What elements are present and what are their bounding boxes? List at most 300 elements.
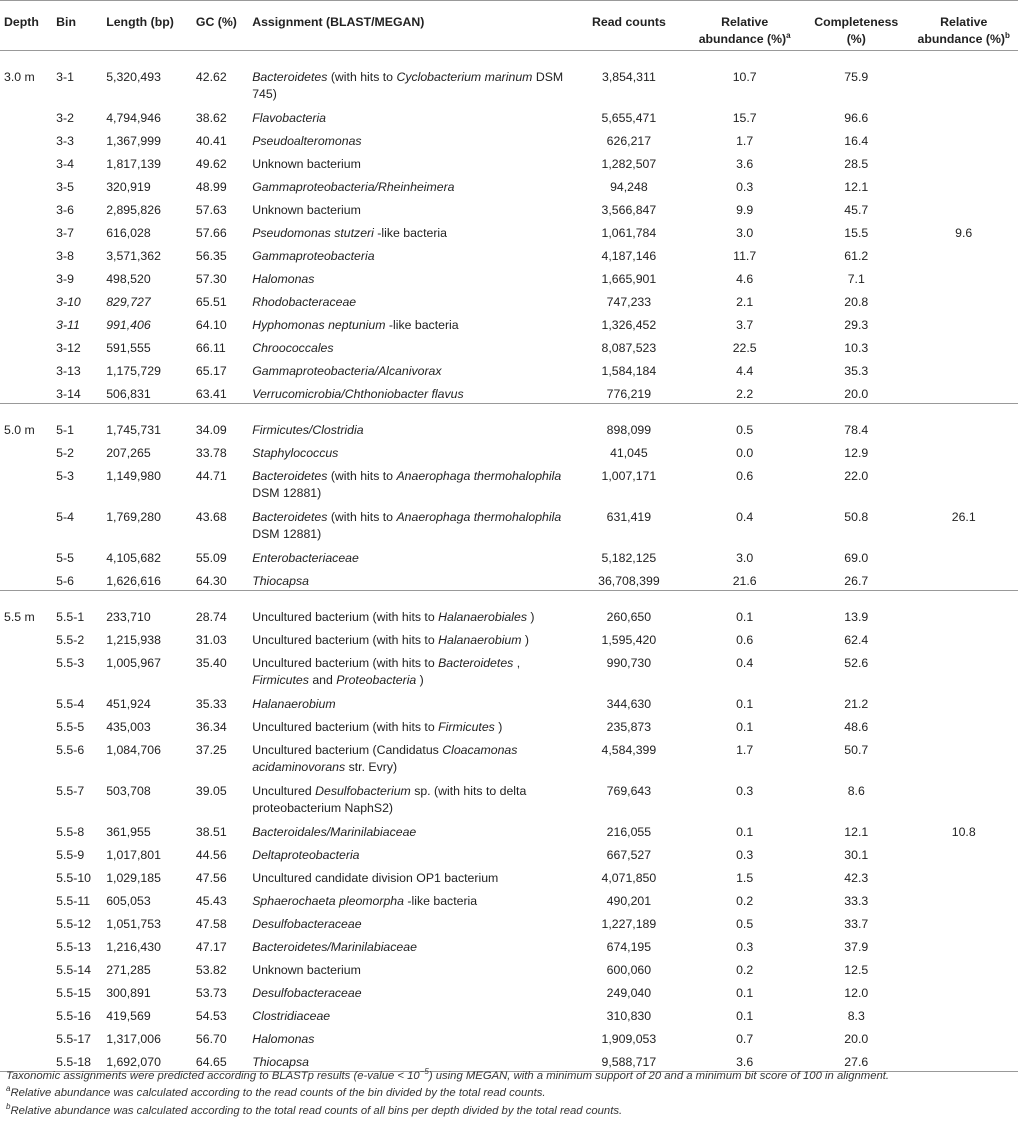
completeness-cell: 35.3 bbox=[844, 363, 869, 378]
depth-abundance-cell bbox=[909, 777, 1018, 818]
depth-cell bbox=[0, 357, 52, 380]
bin-cell: 5.5-7 bbox=[56, 783, 85, 798]
bin-cell: 3-1 bbox=[56, 70, 74, 84]
gc-cell: 44.56 bbox=[195, 847, 227, 862]
completeness-cell: 37.9 bbox=[844, 939, 869, 954]
assignment-segment: Chroococcales bbox=[252, 340, 334, 355]
depth-cell bbox=[0, 334, 52, 357]
depth-cell bbox=[0, 288, 52, 311]
assignment-segment: Thiocapsa bbox=[252, 573, 309, 588]
completeness-cell: 45.7 bbox=[844, 202, 869, 217]
assignment-segment: DSM 12881) bbox=[252, 526, 322, 541]
footnote-main-text: Taxonomic assignments were predicted according to BLASTp results (e-value < 10 bbox=[6, 1070, 420, 1082]
table-row bbox=[0, 150, 1018, 173]
footnote-marker-a: a bbox=[786, 30, 791, 40]
assignment-segment: Proteobacteria bbox=[336, 672, 417, 687]
depth-cell bbox=[0, 265, 52, 288]
length-cell: 435,003 bbox=[106, 719, 151, 734]
length-cell: 419,569 bbox=[106, 1008, 151, 1023]
gc-cell: 28.74 bbox=[192, 590, 248, 626]
read-counts-cell: 260,650 bbox=[572, 590, 687, 626]
gc-cell: 55.09 bbox=[195, 550, 227, 565]
assignment-cell bbox=[248, 265, 571, 288]
read-counts-cell: 1,282,507 bbox=[601, 156, 657, 171]
bin-cell: 3-3 bbox=[56, 133, 74, 148]
bin-cell: 5.5-5 bbox=[56, 719, 85, 734]
table-row bbox=[0, 380, 1018, 404]
depth-cell bbox=[0, 173, 52, 196]
depth-cell bbox=[0, 626, 52, 649]
read-counts-cell: 344,630 bbox=[606, 696, 652, 711]
assignment-cell bbox=[248, 736, 571, 777]
bin-cell: 5.5-15 bbox=[56, 985, 92, 1000]
assignment-segment: Desulfobacteraceae bbox=[252, 985, 362, 1000]
completeness-cell: 78.4 bbox=[803, 403, 909, 439]
assignment-segment: Cyclobacterium marinum bbox=[396, 70, 533, 84]
assignment-segment: Bacteroidetes bbox=[252, 509, 328, 524]
depth-cell bbox=[0, 196, 52, 219]
assignment-cell bbox=[248, 288, 571, 311]
assignment-segment: Verrucomicrobia/Chthoniobacter flavus bbox=[252, 386, 464, 401]
gc-cell: 38.51 bbox=[195, 824, 227, 839]
table-row bbox=[0, 818, 1018, 841]
assignment-segment: Firmicutes/Clostridia bbox=[252, 422, 364, 437]
read-counts-cell: 5,182,125 bbox=[601, 550, 657, 565]
gc-cell: 63.41 bbox=[195, 386, 227, 401]
relative-abundance-cell: 11.7 bbox=[733, 248, 757, 263]
relative-abundance-cell: 0.1 bbox=[736, 1008, 754, 1023]
bin-cell: 5.5-8 bbox=[56, 824, 85, 839]
assignment-segment: Thiocapsa bbox=[252, 1054, 309, 1069]
assignment-cell bbox=[248, 403, 571, 439]
assignment-segment: Uncultured bacterium (with hits to bbox=[252, 719, 439, 734]
depth-abundance-cell bbox=[909, 51, 1018, 104]
read-counts-cell: 1,665,901 bbox=[601, 271, 657, 286]
depth-cell bbox=[0, 910, 52, 933]
completeness-cell: 12.9 bbox=[844, 445, 869, 460]
assignment-segment: Uncultured bacterium (with hits to bbox=[252, 609, 439, 624]
header-relative-abundance bbox=[686, 1, 803, 51]
table-row bbox=[0, 649, 1018, 690]
assignment-cell bbox=[248, 196, 571, 219]
table-body bbox=[0, 51, 1018, 1072]
read-counts-cell: 990,730 bbox=[606, 655, 652, 670]
assignment-segment: str. Evry) bbox=[345, 759, 398, 774]
table-row bbox=[0, 1002, 1018, 1025]
gc-cell: 48.99 bbox=[195, 179, 227, 194]
footnote-a-text: Relative abundance was calculated according to the read counts of the bin divided by the total read counts. bbox=[10, 1087, 546, 1100]
table-row bbox=[0, 242, 1018, 265]
header-relative-abundance-depth-line2: abundance (%) bbox=[917, 32, 1005, 46]
assignment-segment: Staphylococcus bbox=[252, 445, 339, 460]
depth-abundance-cell bbox=[909, 439, 1018, 462]
read-counts-cell: 4,187,146 bbox=[601, 248, 657, 263]
depth-abundance-cell bbox=[909, 380, 1018, 404]
relative-abundance-cell: 0.3 bbox=[736, 847, 754, 862]
assignment-cell bbox=[248, 544, 571, 567]
bin-cell: 5-4 bbox=[56, 509, 74, 524]
footnote-b-mark: b bbox=[6, 1101, 11, 1111]
footnote-main-exponent: −5 bbox=[419, 1067, 429, 1077]
assignment-cell bbox=[248, 864, 571, 887]
gc-cell: 57.63 bbox=[195, 202, 227, 217]
bin-cell: 5.5-10 bbox=[56, 870, 92, 885]
assignment-segment: Uncultured bacterium (with hits to bbox=[252, 655, 439, 670]
depth-abundance-cell bbox=[909, 544, 1018, 567]
length-cell: 1,317,006 bbox=[106, 1031, 161, 1046]
assignment-segment: ) bbox=[494, 719, 503, 734]
assignment-cell bbox=[248, 713, 571, 736]
depth-cell bbox=[0, 503, 52, 544]
header-completeness-line1: Completeness bbox=[814, 15, 899, 29]
length-cell: 1,817,139 bbox=[106, 156, 161, 171]
depth-abundance-cell bbox=[909, 841, 1018, 864]
table-row bbox=[0, 567, 1018, 591]
header-relative-abundance-depth-line1: Relative bbox=[940, 15, 988, 29]
length-cell: 4,794,946 bbox=[106, 110, 161, 125]
completeness-cell: 52.6 bbox=[844, 655, 869, 670]
relative-abundance-cell: 3.7 bbox=[736, 317, 754, 332]
relative-abundance-cell: 3.6 bbox=[736, 156, 754, 171]
read-counts-cell: 626,217 bbox=[606, 133, 652, 148]
assignment-segment: Halomonas bbox=[252, 1031, 315, 1046]
depth-cell bbox=[0, 242, 52, 265]
table-row bbox=[0, 956, 1018, 979]
depth-abundance-cell bbox=[909, 242, 1018, 265]
header-bin: Bin bbox=[52, 1, 102, 51]
bin-cell: 3-13 bbox=[56, 363, 81, 378]
assignment-segment: Gammaproteobacteria/Alcanivorax bbox=[252, 363, 442, 378]
gc-cell: 42.62 bbox=[195, 70, 227, 84]
assignment-cell bbox=[248, 933, 571, 956]
completeness-cell: 27.6 bbox=[803, 1048, 909, 1072]
bin-cell: 3-4 bbox=[56, 156, 74, 171]
assignment-cell bbox=[248, 567, 571, 591]
assignment-segment: Anaerophaga thermohalophila bbox=[396, 468, 562, 483]
gc-cell: 47.58 bbox=[195, 916, 227, 931]
depth-abundance-cell bbox=[909, 649, 1018, 690]
footnote-main-rest: ) using MEGAN, with a minimum support of 20 and a minimum bit score of 100 in alignment. bbox=[428, 1070, 890, 1082]
header-assignment: Assignment (BLAST/MEGAN) bbox=[248, 1, 571, 51]
assignment-cell bbox=[248, 357, 571, 380]
relative-abundance-cell: 0.3 bbox=[736, 939, 754, 954]
assignment-segment: Rhodobacteraceae bbox=[252, 294, 357, 309]
length-cell: 300,891 bbox=[106, 985, 151, 1000]
read-counts-cell: 769,643 bbox=[606, 783, 652, 798]
assignment-segment: -like bacteria bbox=[385, 317, 459, 332]
completeness-cell: 75.9 bbox=[844, 70, 869, 84]
assignment-segment: , bbox=[513, 655, 521, 670]
completeness-cell: 29.3 bbox=[844, 317, 869, 332]
gc-cell: 57.66 bbox=[195, 225, 227, 240]
assignment-cell bbox=[248, 1002, 571, 1025]
depth-abundance-cell bbox=[909, 1025, 1018, 1048]
relative-abundance-cell: 0.1 bbox=[736, 719, 754, 734]
bin-cell: 3-6 bbox=[56, 202, 74, 217]
read-counts-cell: 776,219 bbox=[606, 386, 652, 401]
assignment-segment: -like bacteria bbox=[403, 893, 478, 908]
header-depth: Depth bbox=[0, 1, 52, 51]
read-counts-cell: 1,584,184 bbox=[601, 363, 657, 378]
read-counts-cell: 94,248 bbox=[610, 179, 648, 194]
table-row bbox=[0, 311, 1018, 334]
depth-cell bbox=[0, 713, 52, 736]
assignment-segment: ) bbox=[526, 609, 535, 624]
read-counts-cell: 600,060 bbox=[606, 962, 652, 977]
relative-abundance-cell: 3.6 bbox=[686, 1048, 803, 1072]
read-counts-cell: 1,909,053 bbox=[601, 1031, 657, 1046]
read-counts-cell: 898,099 bbox=[572, 403, 687, 439]
length-cell: 271,285 bbox=[106, 962, 151, 977]
completeness-cell: 21.2 bbox=[844, 696, 869, 711]
length-cell: 1,745,731 bbox=[102, 403, 192, 439]
table-row bbox=[0, 864, 1018, 887]
completeness-cell: 33.7 bbox=[844, 916, 869, 931]
depth-abundance-cell: 10.8 bbox=[951, 824, 976, 839]
read-counts-cell: 8,087,523 bbox=[601, 340, 657, 355]
assignment-segment: -like bacteria bbox=[373, 225, 448, 240]
assignment-segment: Cloacamonas acidaminovorans bbox=[252, 742, 518, 774]
table-row bbox=[0, 910, 1018, 933]
relative-abundance-cell: 1.5 bbox=[736, 870, 754, 885]
table-row bbox=[0, 288, 1018, 311]
assignment-cell bbox=[248, 439, 571, 462]
length-cell: 233,710 bbox=[102, 590, 192, 626]
table-row bbox=[0, 690, 1018, 713]
depth-abundance-cell bbox=[909, 626, 1018, 649]
gc-cell: 54.53 bbox=[195, 1008, 227, 1023]
bin-cell: 5.5-1 bbox=[52, 590, 102, 626]
assignment-cell bbox=[248, 818, 571, 841]
assignment-segment: Firmicutes bbox=[438, 719, 495, 734]
relative-abundance-cell: 15.7 bbox=[732, 110, 757, 125]
assignment-segment: DSM 12881) bbox=[252, 485, 322, 500]
completeness-cell: 15.5 bbox=[844, 225, 869, 240]
depth-cell bbox=[0, 979, 52, 1002]
assignment-segment: Flavobacteria bbox=[252, 110, 327, 125]
depth-abundance-cell bbox=[909, 933, 1018, 956]
relative-abundance-cell: 21.6 bbox=[732, 573, 757, 588]
table-row bbox=[0, 219, 1018, 242]
completeness-cell: 22.0 bbox=[844, 468, 869, 483]
table-row bbox=[0, 196, 1018, 219]
gc-cell: 43.68 bbox=[195, 509, 227, 524]
assignment-segment: Hyphomonas neptunium bbox=[252, 317, 386, 332]
depth-abundance-cell bbox=[909, 311, 1018, 334]
assignment-segment: Bacteroidetes/Marinilabiaceae bbox=[252, 939, 417, 954]
bin-cell: 5-1 bbox=[52, 403, 102, 439]
gc-cell: 56.35 bbox=[195, 248, 227, 263]
relative-abundance-cell: 0.2 bbox=[736, 893, 754, 908]
assignment-cell bbox=[248, 887, 571, 910]
assignment-segment: ) bbox=[521, 632, 530, 647]
table-row bbox=[0, 979, 1018, 1002]
completeness-cell: 7.1 bbox=[847, 271, 865, 286]
assignment-cell bbox=[248, 311, 571, 334]
table-row bbox=[0, 503, 1018, 544]
assignment-segment: Uncultured bacterium (Candidatus bbox=[252, 742, 443, 757]
assignment-cell bbox=[248, 841, 571, 864]
relative-abundance-cell: 0.2 bbox=[736, 962, 754, 977]
relative-abundance-cell: 0.1 bbox=[736, 696, 754, 711]
table-row bbox=[0, 626, 1018, 649]
table-row bbox=[0, 1025, 1018, 1048]
assignment-segment: ) bbox=[416, 672, 424, 687]
read-counts-cell: 249,040 bbox=[606, 985, 652, 1000]
header-relative-abundance-line1: Relative bbox=[721, 15, 769, 29]
length-cell: 3,571,362 bbox=[106, 248, 161, 263]
relative-abundance-cell: 1.7 bbox=[736, 742, 754, 757]
depth-cell: 5.5 m bbox=[0, 590, 52, 626]
table-row bbox=[0, 590, 1018, 626]
depth-cell bbox=[0, 127, 52, 150]
length-cell: 1,175,729 bbox=[106, 363, 161, 378]
depth-cell bbox=[0, 649, 52, 690]
length-cell: 4,105,682 bbox=[106, 550, 161, 565]
length-cell: 1,017,801 bbox=[106, 847, 161, 862]
depth-abundance-cell bbox=[909, 403, 1018, 439]
gc-cell: 40.41 bbox=[195, 133, 227, 148]
completeness-cell: 20.8 bbox=[844, 294, 869, 309]
table-row bbox=[0, 104, 1018, 127]
gc-cell: 64.65 bbox=[192, 1048, 248, 1072]
assignment-segment: (with hits to bbox=[327, 70, 397, 84]
depth-cell bbox=[0, 544, 52, 567]
assignment-segment: Bacteroidetes bbox=[252, 468, 328, 483]
footnote-main bbox=[6, 1068, 1011, 1085]
completeness-cell: 50.8 bbox=[844, 509, 869, 524]
assignment-segment: Sphaerochaeta pleomorpha bbox=[252, 893, 404, 908]
table-row bbox=[0, 841, 1018, 864]
read-counts-cell: 41,045 bbox=[610, 445, 648, 460]
assignment-cell bbox=[248, 626, 571, 649]
length-cell: 503,708 bbox=[106, 783, 151, 798]
completeness-cell: 12.0 bbox=[844, 985, 869, 1000]
depth-abundance-cell bbox=[909, 736, 1018, 777]
bin-cell: 5.5-16 bbox=[56, 1008, 92, 1023]
gc-cell: 47.17 bbox=[195, 939, 227, 954]
depth-abundance-cell bbox=[909, 334, 1018, 357]
assignment-cell bbox=[248, 649, 571, 690]
assignment-segment: Pseudoalteromonas bbox=[252, 133, 362, 148]
length-cell: 605,053 bbox=[106, 893, 151, 908]
completeness-cell: 16.4 bbox=[844, 133, 869, 148]
bin-cell: 3-8 bbox=[56, 248, 74, 263]
header-relative-abundance-depth bbox=[909, 1, 1018, 51]
assignment-segment: Halanaerobium bbox=[252, 696, 336, 711]
assignment-segment: DSM 745) bbox=[252, 70, 564, 101]
assignment-segment: Clostridiaceae bbox=[252, 1008, 331, 1023]
completeness-cell: 26.7 bbox=[844, 573, 869, 588]
length-cell: 1,084,706 bbox=[106, 742, 161, 757]
table-row bbox=[0, 403, 1018, 439]
footnote-marker-b: b bbox=[1005, 30, 1010, 40]
depth-cell bbox=[0, 933, 52, 956]
completeness-cell: 10.3 bbox=[844, 340, 869, 355]
completeness-cell: 96.6 bbox=[844, 110, 869, 125]
gc-cell: 47.56 bbox=[195, 870, 227, 885]
gc-cell: 38.62 bbox=[195, 110, 227, 125]
assignment-cell bbox=[248, 104, 571, 127]
gc-cell: 35.40 bbox=[195, 655, 227, 670]
bin-cell: 5.5-9 bbox=[56, 847, 85, 862]
bin-cell: 5.5-11 bbox=[56, 893, 91, 908]
depth-abundance-cell bbox=[909, 265, 1018, 288]
assignment-cell bbox=[248, 462, 571, 503]
assignment-cell bbox=[248, 910, 571, 933]
read-counts-cell: 216,055 bbox=[606, 824, 652, 839]
depth-cell bbox=[0, 887, 52, 910]
gc-cell: 37.25 bbox=[195, 742, 227, 757]
read-counts-cell: 1,227,189 bbox=[601, 916, 657, 931]
depth-abundance-cell bbox=[909, 150, 1018, 173]
relative-abundance-cell: 0.4 bbox=[736, 509, 754, 524]
length-cell: 1,692,070 bbox=[102, 1048, 192, 1072]
read-counts-cell: 667,527 bbox=[606, 847, 652, 862]
depth-abundance-cell bbox=[909, 357, 1018, 380]
relative-abundance-cell: 0.5 bbox=[686, 403, 803, 439]
assignment-cell bbox=[248, 777, 571, 818]
length-cell: 591,555 bbox=[106, 340, 151, 355]
depth-cell bbox=[0, 150, 52, 173]
relative-abundance-cell: 3.0 bbox=[736, 225, 754, 240]
assignment-cell bbox=[248, 242, 571, 265]
gc-cell: 36.34 bbox=[195, 719, 227, 734]
table-row bbox=[0, 713, 1018, 736]
table-row bbox=[0, 127, 1018, 150]
header-relative-abundance-line2: abundance (%) bbox=[698, 32, 787, 46]
gc-cell: 65.51 bbox=[195, 294, 227, 309]
assignment-cell bbox=[248, 380, 571, 404]
depth-cell bbox=[0, 567, 52, 591]
completeness-cell: 30.1 bbox=[844, 847, 869, 862]
bin-cell: 3-7 bbox=[56, 225, 74, 240]
length-cell: 829,727 bbox=[106, 294, 151, 309]
length-cell: 451,924 bbox=[106, 696, 151, 711]
depth-cell bbox=[0, 1025, 52, 1048]
gc-cell: 65.17 bbox=[195, 363, 227, 378]
assignment-segment: Halomonas bbox=[252, 271, 315, 286]
depth-abundance-cell bbox=[909, 567, 1018, 591]
depth-abundance-cell: 9.6 bbox=[955, 225, 973, 240]
assignment-segment: Deltaproteobacteria bbox=[252, 847, 360, 862]
depth-cell bbox=[0, 104, 52, 127]
depth-abundance-cell bbox=[909, 864, 1018, 887]
read-counts-cell: 1,061,784 bbox=[601, 225, 657, 240]
completeness-cell: 62.4 bbox=[844, 632, 869, 647]
footnote-a bbox=[6, 1085, 1011, 1102]
table-header bbox=[0, 1, 1018, 51]
assignment-cell bbox=[248, 979, 571, 1002]
completeness-cell: 33.3 bbox=[844, 893, 869, 908]
length-cell: 361,955 bbox=[106, 824, 151, 839]
gc-cell: 57.30 bbox=[195, 271, 227, 286]
assignment-segment: Unknown bacterium bbox=[252, 962, 361, 977]
relative-abundance-cell: 22.5 bbox=[732, 340, 757, 355]
assignment-segment: Halanaerobium bbox=[438, 632, 522, 647]
relative-abundance-cell: 0.1 bbox=[736, 985, 754, 1000]
bin-cell: 5.5-4 bbox=[56, 696, 85, 711]
relative-abundance-cell: 1.7 bbox=[736, 133, 754, 148]
depth-cell: 3.0 m bbox=[4, 70, 35, 84]
depth-abundance-cell bbox=[909, 127, 1018, 150]
gc-cell: 31.03 bbox=[195, 632, 227, 647]
assignment-segment: Anaerophaga thermohalophila bbox=[396, 509, 562, 524]
assignment-segment: Bacteroidales/Marinilabiaceae bbox=[252, 824, 417, 839]
bin-cell: 5.5-12 bbox=[56, 916, 92, 931]
bin-cell: 5.5-14 bbox=[56, 962, 92, 977]
depth-cell bbox=[0, 690, 52, 713]
